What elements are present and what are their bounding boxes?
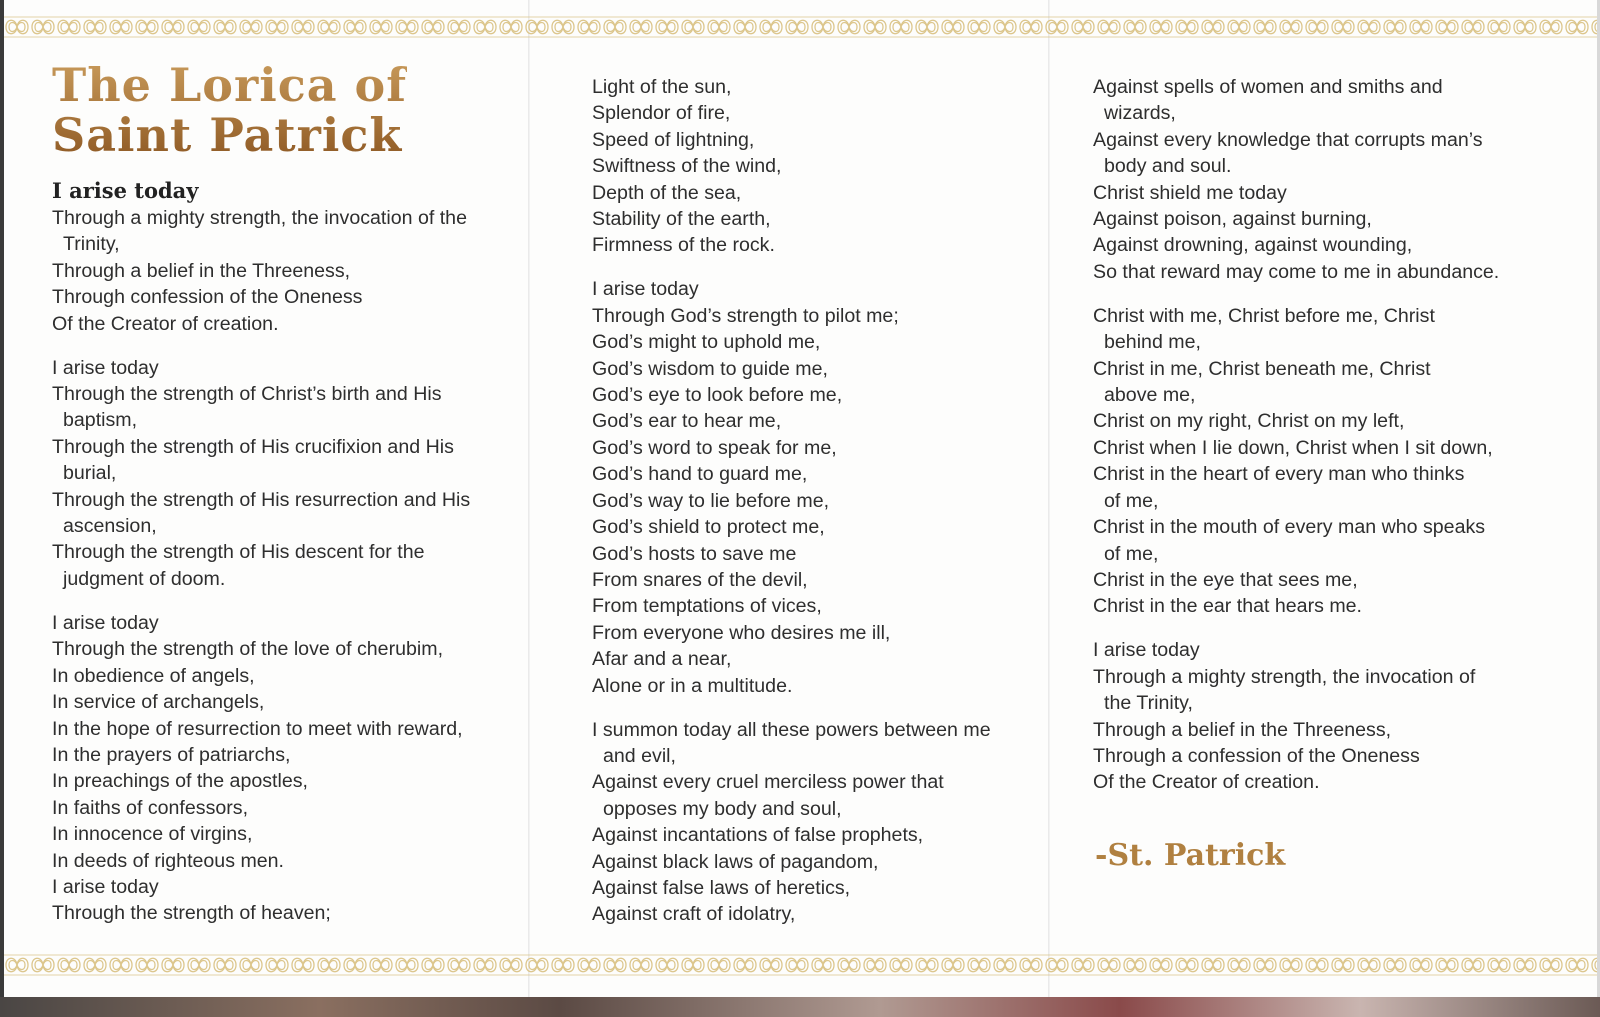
prayer-line: Through the strength of His resurrection and His xyxy=(52,488,471,511)
prayer-line: Of the Creator of creation. xyxy=(1093,771,1320,794)
prayer-line: and evil, xyxy=(603,744,676,767)
prayer-line: From snares of the devil, xyxy=(592,568,808,591)
prayer-line: Splendor of fire, xyxy=(592,102,731,125)
prayer-line: God’s hosts to save me xyxy=(592,542,797,565)
prayer-line: I arise today xyxy=(592,278,699,301)
prayer-line: burial, xyxy=(63,462,117,485)
prayer-line: Through the strength of the love of cherubim, xyxy=(52,638,444,661)
prayer-line: opposes my body and soul, xyxy=(603,797,842,820)
prayer-line: God’s shield to protect me, xyxy=(592,516,825,539)
prayer-line: Of the Creator of creation. xyxy=(52,312,279,335)
prayer-line: Trinity, xyxy=(63,233,120,256)
prayer-line: God’s word to speak for me, xyxy=(592,436,837,459)
prayer-line: Against craft of idolatry, xyxy=(592,903,796,926)
celtic-border-top xyxy=(4,14,1597,40)
prayer-line: Depth of the sea, xyxy=(592,181,742,204)
prayer-line: Against incantations of false prophets, xyxy=(592,824,924,847)
prayer-line: I arise today xyxy=(1093,639,1200,662)
prayer-line: of me, xyxy=(1104,542,1159,565)
prayer-line: From temptations of vices, xyxy=(592,595,822,618)
prayer-line: In preachings of the apostles, xyxy=(52,770,308,793)
prayer-line: Through God’s strength to pilot me; xyxy=(592,304,899,327)
prayer-line: Christ shield me today xyxy=(1093,181,1287,204)
prayer-line: Through confession of the Oneness xyxy=(52,286,363,309)
prayer-line: Swiftness of the wind, xyxy=(592,155,782,178)
prayer-line: Through a belief in the Threeness, xyxy=(52,259,351,282)
prayer-line: God’s might to uphold me, xyxy=(592,331,821,354)
prayer-line: Against drowning, against wounding, xyxy=(1093,234,1413,257)
prayer-line: So that reward may come to me in abundance. xyxy=(1093,260,1500,283)
prayer-line: behind me, xyxy=(1104,331,1201,354)
column-left xyxy=(52,205,522,944)
prayer-line: Christ on my right, Christ on my left, xyxy=(1093,410,1405,433)
prayer-line: Christ in the mouth of every man who speaks xyxy=(1093,516,1486,539)
prayer-line: Christ when I lie down, Christ when I sit down, xyxy=(1093,436,1493,459)
prayer-line: Firmness of the rock. xyxy=(592,234,775,257)
prayer-line: Speed of lightning, xyxy=(592,128,755,151)
prayer-line: God’s ear to hear me, xyxy=(592,410,782,433)
prayer-title xyxy=(52,60,407,160)
scan-edge xyxy=(0,0,4,1017)
stanza xyxy=(592,717,1062,928)
stanza xyxy=(1093,637,1563,795)
prayer-line: Through the strength of heaven; xyxy=(52,902,331,925)
prayer-line: Through a confession of the Oneness xyxy=(1093,744,1420,767)
prayer-line: ascension, xyxy=(63,515,157,538)
prayer-line: above me, xyxy=(1104,384,1196,407)
title-line: Saint Patrick xyxy=(52,108,403,162)
prayer-line: In the hope of resurrection to meet with reward, xyxy=(52,717,463,740)
stanza xyxy=(52,355,522,593)
stanza xyxy=(52,205,522,337)
prayer-line: Against spells of women and smiths and xyxy=(1093,76,1443,98)
prayer-line: Stability of the earth, xyxy=(592,208,771,231)
prayer-line: Against false laws of heretics, xyxy=(592,876,851,899)
photo-strip xyxy=(0,997,1600,1017)
prayer-line: Christ in me, Christ beneath me, Christ xyxy=(1093,357,1431,380)
opening-heading: I arise today xyxy=(52,178,199,203)
stanza xyxy=(1093,74,1563,285)
prayer-line: Christ in the eye that sees me, xyxy=(1093,568,1358,591)
prayer-line: Alone or in a multitude. xyxy=(592,674,793,697)
signature: -St. Patrick xyxy=(1095,838,1286,873)
prayer-line: Afar and a near, xyxy=(592,648,732,671)
prayer-line: In service of archangels, xyxy=(52,691,265,714)
prayer-line: Against black laws of pagandom, xyxy=(592,850,879,873)
title-line: The Lorica of xyxy=(52,58,407,112)
stanza xyxy=(592,276,1062,699)
prayer-line: In the prayers of patriarchs, xyxy=(52,743,291,766)
prayer-line: Through the strength of Christ’s birth and His xyxy=(52,383,442,406)
prayer-line: In obedience of angels, xyxy=(52,664,255,687)
prayer-line: In deeds of righteous men. xyxy=(52,849,285,872)
prayer-line: Through the strength of His descent for the xyxy=(52,541,425,564)
prayer-line: Against every cruel merciless power that xyxy=(592,771,944,794)
prayer-line: Through the strength of His crucifixion and His xyxy=(52,435,454,458)
column-middle xyxy=(592,74,1062,945)
prayer-line: God’s wisdom to guide me, xyxy=(592,357,828,380)
prayer-line: God’s eye to look before me, xyxy=(592,384,843,407)
prayer-line: In innocence of virgins, xyxy=(52,823,253,846)
prayer-line: I arise today xyxy=(52,611,159,634)
prayer-line: Against poison, against burning, xyxy=(1093,208,1372,231)
prayer-line: Christ with me, Christ before me, Christ xyxy=(1093,304,1435,327)
prayer-line: Light of the sun, xyxy=(592,76,732,98)
stanza xyxy=(1093,303,1563,620)
prayer-line: In faiths of confessors, xyxy=(52,796,249,819)
prayer-line: baptism, xyxy=(63,409,138,432)
celtic-border-bottom xyxy=(4,952,1597,978)
prayer-line: Through a belief in the Threeness, xyxy=(1093,718,1392,741)
prayer-line: God’s hand to guard me, xyxy=(592,463,808,486)
prayer-line: Against every knowledge that corrupts man’s xyxy=(1093,128,1483,151)
prayer-line: the Trinity, xyxy=(1104,692,1193,715)
prayer-line: of me, xyxy=(1104,489,1159,512)
stanza xyxy=(592,74,1062,259)
prayer-line: I arise today xyxy=(52,356,159,379)
column-right xyxy=(1093,74,1563,813)
prayer-line: wizards, xyxy=(1104,102,1176,125)
prayer-line: Christ in the ear that hears me. xyxy=(1093,595,1362,618)
prayer-line: From everyone who desires me ill, xyxy=(592,621,891,644)
prayer-line: God’s way to lie before me, xyxy=(592,489,830,512)
prayer-line: Through a mighty strength, the invocation of xyxy=(1093,665,1476,688)
prayer-line: I arise today xyxy=(52,875,159,898)
prayer-line: Christ in the heart of every man who thinks xyxy=(1093,463,1465,486)
stanza xyxy=(52,610,522,927)
prayer-line: I summon today all these powers between me xyxy=(592,718,991,741)
prayer-line: body and soul. xyxy=(1104,155,1232,178)
prayer-line: Through a mighty strength, the invocation of the xyxy=(52,207,467,229)
fold-line xyxy=(528,0,530,1000)
prayer-line: judgment of doom. xyxy=(63,567,226,590)
